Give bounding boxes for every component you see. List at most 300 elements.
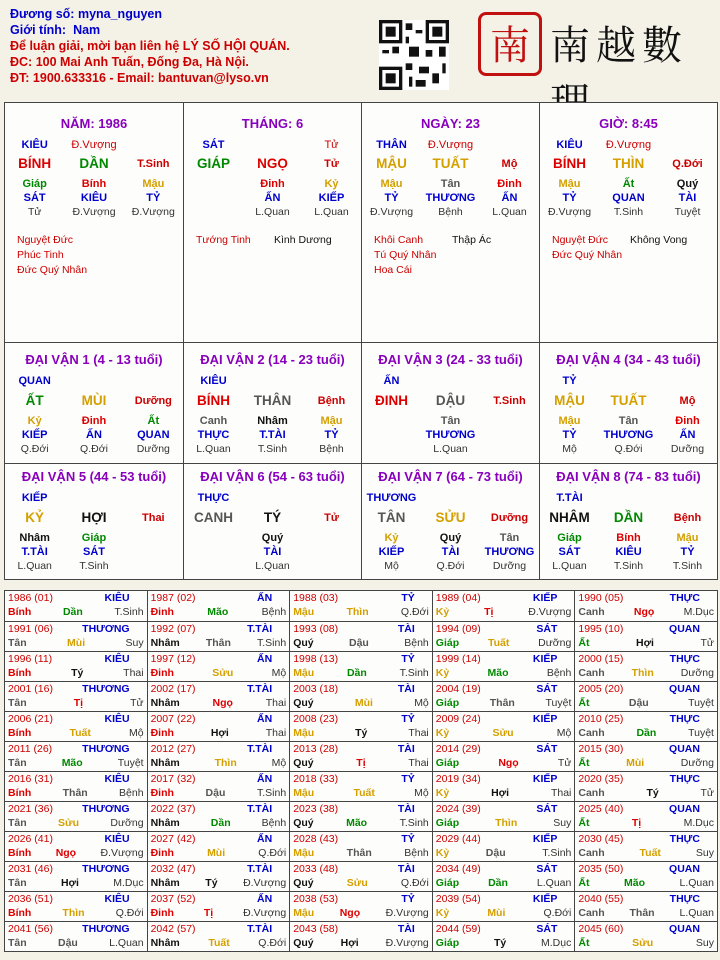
- year-label: 2018 (33): [293, 773, 339, 785]
- pillars-row: [5, 103, 717, 342]
- year-branch: Thìn: [495, 816, 518, 829]
- year-cell[interactable]: [574, 652, 717, 681]
- ten-gods-1: KIẾP: [21, 429, 48, 441]
- hidden-stems-2: Tân: [618, 415, 639, 427]
- hidden-stems-2: Tân: [440, 178, 461, 190]
- ten-gods-3: ẤN: [501, 192, 518, 204]
- star-good: Hoa Cái: [374, 264, 412, 276]
- year-cell[interactable]: [574, 892, 717, 921]
- year-row: [5, 681, 717, 711]
- hidden-stems-2: Tân: [440, 415, 461, 427]
- year-stage: Tuyệt: [688, 726, 714, 739]
- ten-gods-1: [184, 191, 243, 205]
- year-cell[interactable]: [147, 772, 290, 801]
- year-cell[interactable]: [574, 802, 717, 831]
- hidden-stems-1: Canh: [199, 415, 228, 427]
- main-god-2: Đ.Vượng: [427, 139, 474, 151]
- gender-value: Nam: [73, 23, 101, 37]
- daivan-main-god: QUAN: [18, 375, 51, 387]
- year-cell[interactable]: [5, 682, 147, 711]
- year-pillar-line: [436, 667, 572, 681]
- year-label: 2027 (42): [150, 833, 196, 845]
- year-branch: Thân: [629, 906, 655, 919]
- year-cell[interactable]: [147, 802, 290, 831]
- year-label: 1987 (02): [150, 592, 196, 604]
- year-label: 2015 (30): [578, 743, 624, 755]
- year-cell[interactable]: [147, 682, 290, 711]
- daivan-god-row: [362, 374, 539, 388]
- year-cell[interactable]: [289, 772, 432, 801]
- year-cell[interactable]: [147, 832, 290, 861]
- year-pillar-line: [151, 637, 287, 651]
- year-label: 2020 (35): [578, 773, 624, 785]
- year-line: [151, 863, 287, 877]
- year-stem: Đinh: [150, 786, 174, 799]
- year-branch: Dần: [488, 876, 508, 889]
- year-god: TỶ: [401, 592, 415, 604]
- pillar-4[interactable]: [539, 103, 717, 342]
- year-cell[interactable]: [5, 922, 147, 951]
- year-cell[interactable]: [5, 772, 147, 801]
- year-cell[interactable]: [289, 742, 432, 771]
- star-other: Không Vong: [630, 234, 688, 246]
- year-cell[interactable]: [432, 832, 575, 861]
- year-pillar-line: [8, 606, 144, 620]
- year-line: [578, 803, 714, 817]
- year-branch: Tị: [73, 696, 84, 709]
- year-row: [5, 801, 717, 831]
- year-cell[interactable]: [147, 742, 290, 771]
- year-stem: Bính: [8, 846, 32, 859]
- stem-branch-3: T.Sinh: [137, 158, 170, 170]
- year-branch: Dậu: [57, 936, 78, 949]
- year-stem: Giáp: [435, 876, 460, 889]
- year-stem: Nhâm: [150, 816, 180, 829]
- stem-branch-3: Bệnh: [673, 512, 702, 524]
- year-cell[interactable]: [289, 682, 432, 711]
- year-line: [151, 592, 287, 606]
- year-branch: Hợi: [340, 936, 359, 949]
- stages-3: T.Sinh: [672, 560, 703, 572]
- stem-branch-row: [362, 155, 539, 173]
- year-cell[interactable]: [574, 772, 717, 801]
- year-stem: Ất: [578, 816, 590, 829]
- year-god: THƯƠNG: [82, 923, 130, 935]
- year-stem: Canh: [578, 846, 605, 859]
- year-cell[interactable]: [147, 862, 290, 891]
- daivan-3[interactable]: [361, 343, 539, 463]
- year-line: [151, 623, 287, 637]
- year-branch: Mùi: [626, 756, 645, 769]
- ten-gods-2: SÁT: [82, 546, 105, 558]
- year-cell[interactable]: [5, 712, 147, 741]
- year-cell[interactable]: [432, 622, 575, 651]
- year-stage: Q.Đới: [543, 906, 572, 919]
- year-cell[interactable]: [574, 862, 717, 891]
- year-cell[interactable]: [432, 892, 575, 921]
- year-stem: Ất: [578, 876, 590, 889]
- year-cell[interactable]: [5, 862, 147, 891]
- ten-gods-2: ẤN: [264, 192, 281, 204]
- hidden-stems-2: Đinh: [260, 178, 285, 190]
- year-cell[interactable]: [5, 892, 147, 921]
- pillar-1[interactable]: [5, 103, 183, 342]
- year-line: [436, 923, 572, 937]
- year-cell[interactable]: [432, 682, 575, 711]
- stages-3: L.Quan: [314, 206, 349, 218]
- year-cell[interactable]: [289, 591, 432, 621]
- year-branch: Tị: [484, 605, 494, 618]
- year-label: 1995 (10): [578, 623, 624, 635]
- year-stem: Giáp: [435, 636, 460, 649]
- year-stage: Suy: [125, 636, 144, 649]
- main-god-2: Đ.Vượng: [605, 139, 652, 151]
- year-cell[interactable]: [432, 922, 575, 951]
- year-line: [8, 863, 144, 877]
- daivan-7[interactable]: [361, 464, 539, 579]
- contact-line: Để luận giải, mời bạn liên hệ LÝ SỐ HỘI QUÁN.: [10, 39, 290, 53]
- year-line: [151, 713, 287, 727]
- year-stage: Tuyệt: [545, 696, 572, 709]
- hidden-stems-3: [302, 531, 361, 545]
- year-label: 2041 (56): [8, 923, 53, 935]
- year-cell[interactable]: [5, 622, 147, 651]
- year-cell[interactable]: [432, 591, 575, 621]
- year-row: [5, 921, 717, 951]
- stars-notes: [184, 233, 361, 278]
- year-cell[interactable]: [5, 652, 147, 681]
- stars-notes: [5, 233, 183, 278]
- year-stage: L.Quan: [536, 876, 572, 889]
- year-label: 2008 (23): [293, 713, 339, 725]
- daivan-1[interactable]: [5, 343, 183, 463]
- year-cell[interactable]: [574, 622, 717, 651]
- stem-branch-3: Tử: [324, 512, 339, 524]
- year-pillar-line: [151, 847, 287, 861]
- year-stage: Mộ: [271, 756, 287, 769]
- year-cell[interactable]: [574, 682, 717, 711]
- year-stem: Giáp: [435, 936, 460, 949]
- year-line: [293, 623, 429, 637]
- stem-branch-2: TUẤT: [610, 393, 647, 408]
- year-cell[interactable]: [289, 922, 432, 951]
- year-label: 1997 (12): [150, 653, 196, 665]
- stages-1: L.Quan: [17, 560, 52, 572]
- year-god: KIÊU: [104, 773, 130, 785]
- ten-gods-2: THƯƠNG: [425, 192, 476, 204]
- daivan-god-row: [362, 491, 539, 505]
- year-label: 2031 (46): [8, 863, 53, 875]
- daivan-title: ĐẠI VẬN 8 (74 - 83 tuổi): [556, 469, 701, 484]
- year-branch: Sửu: [212, 666, 234, 679]
- daivan-6[interactable]: [183, 464, 361, 579]
- daivan-5[interactable]: [5, 464, 183, 579]
- year-branch: Sửu: [58, 816, 80, 829]
- year-god: THƯƠNG: [82, 803, 130, 815]
- year-cell[interactable]: [5, 832, 147, 861]
- year-branch: Ngọ: [339, 906, 361, 919]
- year-cell[interactable]: [147, 712, 290, 741]
- year-line: [151, 833, 287, 847]
- stages-1: Mộ: [562, 443, 577, 455]
- year-cell[interactable]: [289, 802, 432, 831]
- year-cell[interactable]: [432, 742, 575, 771]
- year-god: KIẾP: [532, 893, 558, 905]
- year-branch: Tý: [355, 726, 368, 739]
- year-cell[interactable]: [574, 922, 717, 951]
- year-label: 1989 (04): [435, 592, 481, 604]
- year-branch: Dần: [636, 726, 657, 739]
- year-cell[interactable]: [147, 922, 290, 951]
- year-line: [578, 773, 714, 787]
- year-cell[interactable]: [574, 591, 717, 621]
- year-stage: Đ.Vượng: [385, 906, 429, 919]
- year-label: 1990 (05): [578, 592, 624, 604]
- main-god-3: [480, 138, 539, 152]
- daivan-title: ĐẠI VẬN 1 (4 - 13 tuổi): [25, 352, 163, 367]
- year-label: 2024 (39): [435, 803, 481, 815]
- year-stage: M.Dục: [683, 816, 714, 829]
- year-stem: Nhâm: [150, 636, 180, 649]
- year-god: THƯƠNG: [82, 863, 130, 875]
- year-label: 2043 (58): [293, 923, 339, 935]
- daivan-main-god: THƯƠNG: [366, 492, 417, 504]
- year-stage: L.Quan: [109, 936, 144, 949]
- daivan-god-row: [184, 491, 361, 505]
- year-god: THƯƠNG: [82, 623, 130, 635]
- year-cell[interactable]: [432, 652, 575, 681]
- year-stage: T.Sinh: [542, 846, 572, 859]
- ten-gods-3: ẤN: [679, 429, 696, 441]
- year-stage: T.Sinh: [257, 636, 287, 649]
- stages-2: Q.Đới: [614, 443, 643, 455]
- year-stem: Bính: [8, 605, 32, 618]
- year-label: 1996 (11): [8, 653, 53, 665]
- year-cell[interactable]: [432, 772, 575, 801]
- year-stage: Dưỡng: [538, 636, 572, 649]
- year-stage: Bệnh: [261, 816, 287, 829]
- ten-gods-3: [124, 545, 183, 559]
- hidden-stems-row: [184, 414, 361, 428]
- stem-branch-3: Dưỡng: [134, 395, 172, 407]
- ten-gods-row: [362, 428, 539, 442]
- year-line: [293, 653, 429, 667]
- year-line: [293, 803, 429, 817]
- year-god: TÀI: [397, 683, 415, 695]
- year-label: 2012 (27): [150, 743, 196, 755]
- main-god-1: SÁT: [202, 139, 225, 151]
- year-stage: Đ.Vượng: [100, 846, 144, 859]
- year-pillar-line: [436, 847, 572, 861]
- daivan-god-row: [184, 374, 361, 388]
- year-stem: Nhâm: [150, 936, 180, 949]
- stages-3: [302, 559, 361, 573]
- year-branch: Mùi: [487, 906, 506, 919]
- year-cell[interactable]: [147, 652, 290, 681]
- year-line: [8, 923, 144, 937]
- year-branch: Ngọ: [633, 605, 655, 618]
- stem-branch-3: Thai: [142, 512, 165, 524]
- hidden-stems-3: Mậu: [142, 178, 165, 190]
- annual-luck-table: [4, 590, 718, 952]
- year-stage: Q.Đới: [115, 906, 144, 919]
- year-branch: Thìn: [62, 906, 85, 919]
- stem-branch-row: [362, 509, 539, 527]
- year-stage: T.Sinh: [256, 786, 287, 799]
- year-stage: Suy: [695, 936, 714, 949]
- year-stage: Thai: [123, 666, 144, 679]
- year-cell[interactable]: [574, 712, 717, 741]
- year-branch: Dần: [210, 816, 231, 829]
- pillar-3[interactable]: [361, 103, 539, 342]
- year-stem: Giáp: [435, 816, 460, 829]
- stages-3: Dưỡng: [670, 443, 705, 455]
- year-cell[interactable]: [289, 862, 432, 891]
- year-stem: Tân: [8, 696, 27, 709]
- year-label: 2005 (20): [578, 683, 624, 695]
- year-branch: Tý: [205, 876, 218, 889]
- hidden-stems-2: Bính: [81, 178, 107, 190]
- stages-2: Q.Đới: [80, 443, 108, 455]
- year-label: 2003 (18): [293, 683, 339, 695]
- year-god: KIÊU: [104, 833, 130, 845]
- daivan-4[interactable]: [539, 343, 717, 463]
- year-cell[interactable]: [147, 892, 290, 921]
- year-stage: Đ.Vượng: [528, 605, 572, 618]
- year-cell[interactable]: [5, 591, 147, 621]
- year-cell[interactable]: [432, 862, 575, 891]
- year-stem: Kỷ: [435, 846, 450, 859]
- ten-gods-2: ẤN: [86, 429, 102, 441]
- year-god: THỰC: [669, 653, 700, 665]
- year-stage: Mộ: [129, 726, 144, 739]
- year-cell[interactable]: [289, 892, 432, 921]
- year-cell[interactable]: [289, 652, 432, 681]
- year-label: 2037 (52): [150, 893, 196, 905]
- year-stage: Q.Đới: [258, 846, 287, 859]
- year-god: SÁT: [536, 803, 558, 815]
- year-stem: Đinh: [150, 666, 174, 679]
- year-branch: Sửu: [346, 876, 368, 889]
- year-label: 2010 (25): [578, 713, 624, 725]
- daivan-8[interactable]: [539, 464, 717, 579]
- stages-row: [184, 442, 361, 456]
- year-branch: Dần: [346, 666, 367, 679]
- year-god: TÀI: [397, 863, 415, 875]
- qr-code-icon[interactable]: [379, 20, 449, 90]
- main-god-3: [658, 138, 717, 152]
- star-good: Tú Quý Nhân: [374, 249, 437, 261]
- year-pillar-line: [151, 907, 287, 921]
- pillar-title: NĂM: 1986: [60, 116, 128, 131]
- year-pillar-line: [436, 727, 572, 741]
- ten-gods-row: [362, 191, 539, 205]
- year-cell[interactable]: [289, 712, 432, 741]
- year-pillar-line: [293, 877, 429, 891]
- year-cell[interactable]: [289, 832, 432, 861]
- stem-branch-1: NHÂM: [549, 510, 590, 525]
- year-cell[interactable]: [574, 832, 717, 861]
- stem-branch-row: [540, 392, 717, 410]
- daivan-2[interactable]: [183, 343, 361, 463]
- stem-branch-1: TÂN: [377, 510, 406, 525]
- hidden-stems-1: Kỷ: [384, 532, 399, 544]
- stem-branch-2: DẦN: [79, 156, 109, 171]
- year-label: 2035 (50): [578, 863, 624, 875]
- stem-branch-3: T.Sinh: [493, 395, 526, 407]
- year-branch: Ngọ: [212, 696, 233, 709]
- ten-gods-row: [540, 428, 717, 442]
- daivan-god-row: [5, 374, 183, 388]
- daivan-god-row: [540, 374, 717, 388]
- stages-3: Đ.Vượng: [131, 206, 175, 218]
- year-stem: Ất: [578, 636, 590, 649]
- year-stem: Kỷ: [435, 786, 450, 799]
- year-cell[interactable]: [432, 802, 575, 831]
- year-cell[interactable]: [147, 591, 290, 621]
- year-stem: Kỷ: [435, 605, 450, 618]
- stages-1: Đ.Vượng: [547, 206, 592, 218]
- year-god: QUAN: [669, 683, 700, 695]
- year-cell[interactable]: [5, 802, 147, 831]
- hidden-stems-3: Ất: [147, 415, 160, 427]
- year-god: TÀI: [397, 623, 415, 635]
- year-pillar-line: [578, 757, 714, 771]
- ten-gods-3: KIẾP: [318, 192, 345, 204]
- year-line: [151, 803, 287, 817]
- stem-branch-row: [184, 155, 361, 173]
- pillar-2[interactable]: [183, 103, 361, 342]
- stem-branch-1: KỶ: [25, 510, 45, 525]
- year-branch: Tuất: [208, 936, 230, 949]
- year-pillar-line: [293, 937, 429, 951]
- year-line: [8, 803, 144, 817]
- stages-2: T.Sinh: [613, 206, 644, 218]
- year-line: [151, 773, 287, 787]
- year-pillar-line: [151, 787, 287, 801]
- ten-gods-row: [362, 545, 539, 559]
- year-cell[interactable]: [147, 622, 290, 651]
- year-stem: Tân: [8, 816, 27, 829]
- year-cell[interactable]: [432, 712, 575, 741]
- stages-2: L.Quan: [433, 443, 468, 455]
- year-god: ẤN: [257, 773, 273, 785]
- year-stem: Quý: [293, 816, 314, 829]
- year-god: THƯƠNG: [82, 743, 130, 755]
- stem-branch-2: HỢI: [81, 510, 107, 525]
- year-cell[interactable]: [289, 622, 432, 651]
- daivan-main-god: TỶ: [562, 375, 577, 387]
- year-branch: Mùi: [207, 846, 226, 859]
- hidden-stems-2: Giáp: [81, 532, 107, 544]
- stem-branch-row: [184, 392, 361, 410]
- year-cell[interactable]: [574, 742, 717, 771]
- year-branch: Tý: [493, 936, 507, 949]
- stem-branch-1: BÍNH: [553, 156, 586, 171]
- year-line: [578, 592, 714, 606]
- year-branch: Thân: [205, 636, 231, 649]
- year-cell[interactable]: [5, 742, 147, 771]
- stages-row: [184, 559, 361, 573]
- year-pillar-line: [151, 697, 287, 711]
- year-line: [436, 773, 572, 787]
- ten-gods-2: TÀI: [441, 546, 460, 558]
- year-stage: Đ.Vượng: [243, 906, 287, 919]
- year-stage: Dưỡng: [680, 666, 714, 679]
- year-branch: Hợi: [636, 636, 654, 649]
- hidden-stems-row: [540, 531, 717, 545]
- year-branch: Tị: [203, 906, 214, 919]
